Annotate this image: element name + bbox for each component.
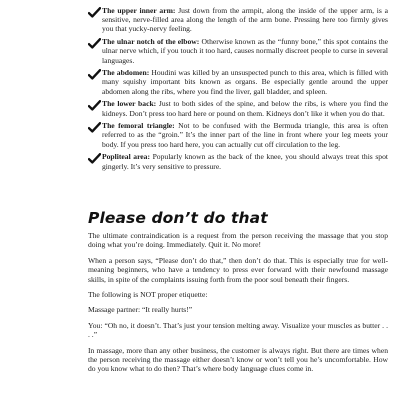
paragraph: Massage partner: “It really hurts!”: [88, 305, 193, 315]
paragraph: The following is NOT proper etiquette:: [88, 290, 208, 300]
list-item-description: Just to both sides of the spine, and below the ribs, is where you find the kidneys. Don’t press too hard here or pound on them. Kidneys don’t like it when you do that.: [102, 99, 388, 118]
paragraph: You: “Oh no, it doesn’t. That’s just your tension melting away. Visualize your muscles as butter . . . .”: [88, 320, 388, 340]
list-item: [88, 37, 388, 65]
list-item: [88, 152, 388, 170]
list-item-description: Just down from the armpit, along the inside of the upper arm, is a sensitive, nerve-filled area along the length of the arm bone. Pressing here too firmly gives you that yucky-nervy feeling.: [102, 6, 388, 34]
list-item-term: The ulnar notch of the elbow:: [102, 37, 200, 47]
list-item: [88, 99, 388, 117]
checkmark-icon: [88, 69, 102, 80]
list-item-term: The abdomen:: [102, 68, 150, 78]
list-item: [88, 6, 388, 34]
checkmark-icon: [88, 122, 102, 133]
list-item-text: [102, 121, 388, 149]
list-item-term: The lower back:: [102, 99, 157, 109]
list-item-text: [102, 6, 388, 34]
checkmark-icon: [88, 7, 102, 18]
pressure-areas-list: [88, 6, 388, 174]
paragraph: In massage, more than any other business, the customer is always right. But there are times when the person receiving the massage either doesn’t know or won’t tell you he’s uncomfortable. How do you know what to do then? That’s where body language clues come in.: [88, 345, 388, 374]
checkmark-icon: [88, 153, 102, 164]
list-item-text: [102, 152, 388, 170]
list-item: [88, 68, 388, 96]
list-item: [88, 121, 388, 149]
paragraph: The ultimate contraindication is a request from the person receiving the massage that you stop doing what you’re doing. Immediately. Quit it. No more!: [88, 231, 388, 250]
section-heading: Please don’t do that: [88, 209, 268, 227]
list-item-description: Popularly known as the back of the knee, you should always treat this spot gingerly. It’s very sensitive to pressure.: [102, 152, 388, 171]
list-item-term: The upper inner arm:: [102, 6, 176, 15]
list-item-term: The femoral triangle:: [102, 121, 175, 131]
checkmark-icon: [88, 100, 102, 111]
section-body: [88, 231, 388, 380]
paragraph: When a person says, “Please don’t do that,” then don’t do that. This is especially true for well-meaning beginners, who have a tendency to press ever forward with their newfound massage skills, in spite of the complaints issuing forth from the poor soul beneath their fingers.: [88, 255, 388, 284]
list-item-description: Not to be confused with the Bermuda triangle, this area is often referred to as the “groin.” It’s the inner part of the line in front where your leg meets your body. If you press too hard here, you can actually cut off circulation to the leg.: [102, 121, 388, 149]
checkmark-icon: [88, 38, 102, 49]
list-item-description: Houdini was killed by an unsuspected punch to this area, which is filled with many squishy important bits known as organs. Be especially gentle around the upper abdomen along the ribs, where you find the liver, gall bladder, and spleen.: [102, 68, 389, 96]
list-item-term: Popliteal area:: [102, 152, 150, 162]
list-item-text: [102, 37, 388, 65]
list-item-text: [102, 68, 388, 96]
list-item-description: Otherwise known as the “funny bone,” this spot contains the ulnar nerve which, if you touch it too hard, causes normally discreet people to curse in several languages.: [102, 37, 388, 65]
list-item-text: [102, 99, 388, 117]
